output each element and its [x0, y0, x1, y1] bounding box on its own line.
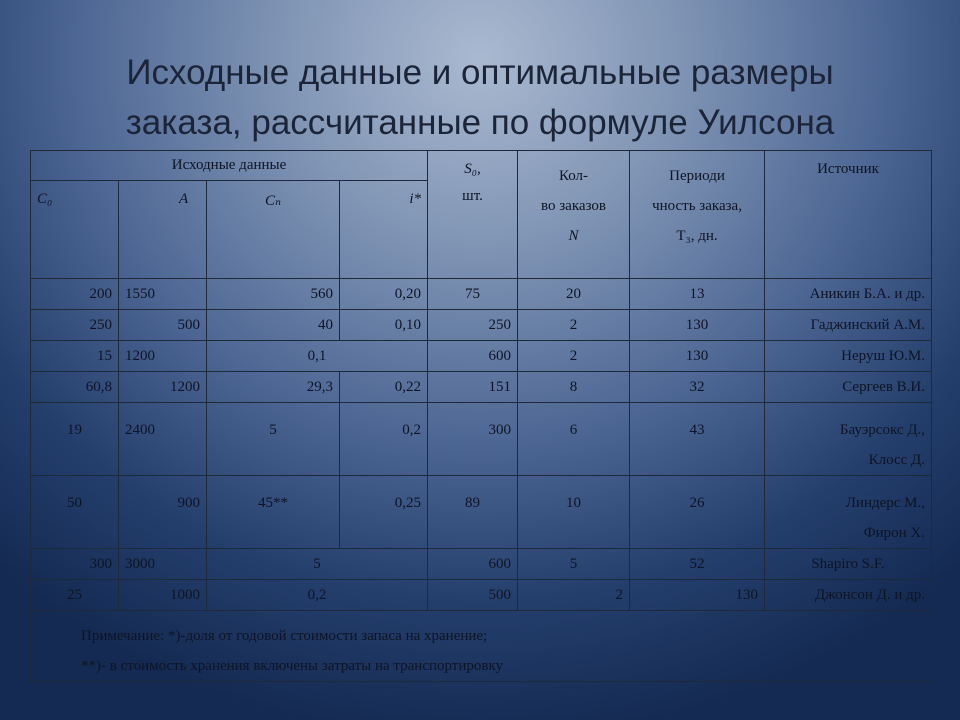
cell-cn: 40	[207, 310, 340, 341]
cell-cn: 560	[207, 279, 340, 310]
header-order-period	[630, 151, 765, 279]
header-order-count-line-1: Кол-	[558, 168, 589, 184]
cell-n: 2	[518, 310, 630, 341]
header-c0: С₀	[31, 181, 119, 279]
cell-cn-i-merged: 0,1	[207, 341, 428, 372]
cell-a: 1200	[119, 372, 207, 403]
header-order-period-line-1: Периоди	[669, 168, 725, 184]
cell-n: 2	[518, 580, 630, 611]
header-a: А	[119, 181, 207, 279]
cell-c0: 200	[31, 279, 119, 310]
cell-cn: 29,3	[207, 372, 340, 403]
note-row	[31, 611, 932, 682]
header-s0	[428, 151, 518, 279]
cell-a: 500	[119, 310, 207, 341]
cell-i: 0,10	[340, 310, 428, 341]
cell-i: 0,2	[340, 403, 428, 476]
cell-t: 130	[630, 341, 765, 372]
header-order-period-line-2: чность заказа,	[652, 198, 742, 214]
cell-a: 1550	[119, 279, 207, 310]
cell-source	[765, 403, 932, 476]
table-row	[31, 549, 932, 580]
header-order-count-symbol: N	[568, 228, 579, 244]
cell-cn-i-merged: 5	[207, 549, 428, 580]
header-cn: Сₙ	[207, 181, 340, 279]
header-order-period-line-3: T₃, дн.	[676, 228, 718, 244]
cell-i: 0,25	[340, 476, 428, 549]
cell-c0: 60,8	[31, 372, 119, 403]
cell-s0: 600	[428, 549, 518, 580]
cell-t: 26	[630, 476, 765, 549]
note-line-2: **)- в стоимость хранения включены затраты на транспортировку	[81, 658, 504, 674]
header-s0-symbol: S₀,	[464, 161, 481, 177]
cell-source-line-2: Фирон Х.	[863, 525, 926, 541]
slide-title-line-2: заказа, рассчитанные по формуле Уилсона	[125, 103, 835, 142]
cell-source: Джонсон Д. и др.	[765, 580, 932, 611]
cell-source-line-1: Линдерс М.,	[845, 495, 926, 511]
table-note	[31, 611, 932, 682]
table-row	[31, 279, 932, 310]
header-initial-data: Исходные данные	[31, 151, 428, 181]
table-row	[31, 341, 932, 372]
header-row-1	[31, 151, 932, 181]
cell-s0: 600	[428, 341, 518, 372]
cell-c0: 300	[31, 549, 119, 580]
header-s0-unit: шт.	[462, 188, 483, 204]
cell-source: Shapiro S.F.	[765, 549, 932, 580]
cell-a: 1000	[119, 580, 207, 611]
cell-n: 5	[518, 549, 630, 580]
slide-title-line-1: Исходные данные и оптимальные размеры	[126, 53, 834, 92]
cell-n: 2	[518, 341, 630, 372]
wilson-data-table	[30, 150, 932, 682]
cell-source-line-2: Клосс Д.	[868, 452, 926, 468]
cell-source: Гаджинский А.М.	[765, 310, 932, 341]
cell-c0: 25	[31, 580, 119, 611]
cell-s0: 75	[428, 279, 518, 310]
header-order-count-line-2: во заказов	[541, 198, 606, 214]
header-source: Источник	[765, 151, 932, 279]
cell-i: 0,22	[340, 372, 428, 403]
cell-c0: 19	[31, 403, 119, 476]
cell-n: 20	[518, 279, 630, 310]
cell-a: 1200	[119, 341, 207, 372]
header-i: i*	[340, 181, 428, 279]
table-row	[31, 403, 932, 476]
cell-source-line-1: Бауэрсокс Д.,	[839, 422, 926, 438]
cell-t: 52	[630, 549, 765, 580]
cell-c0: 250	[31, 310, 119, 341]
cell-n: 6	[518, 403, 630, 476]
cell-t: 32	[630, 372, 765, 403]
cell-s0: 300	[428, 403, 518, 476]
cell-s0: 151	[428, 372, 518, 403]
cell-i: 0,20	[340, 279, 428, 310]
cell-source: Сергеев В.И.	[765, 372, 932, 403]
cell-source	[765, 476, 932, 549]
cell-cn-i-merged: 0,2	[207, 580, 428, 611]
cell-a: 3000	[119, 549, 207, 580]
cell-n: 10	[518, 476, 630, 549]
cell-c0: 50	[31, 476, 119, 549]
cell-a: 900	[119, 476, 207, 549]
cell-cn: 45**	[207, 476, 340, 549]
cell-source: Неруш Ю.М.	[765, 341, 932, 372]
note-line-1: Примечание: *)-доля от годовой стоимости запаса на хранение;	[81, 628, 488, 644]
cell-a: 2400	[119, 403, 207, 476]
cell-s0: 89	[428, 476, 518, 549]
table-row	[31, 580, 932, 611]
table-row	[31, 476, 932, 549]
slide-title	[0, 48, 960, 148]
cell-t: 13	[630, 279, 765, 310]
table-row	[31, 372, 932, 403]
cell-t: 130	[630, 580, 765, 611]
cell-n: 8	[518, 372, 630, 403]
cell-source: Аникин Б.А. и др.	[765, 279, 932, 310]
cell-cn: 5	[207, 403, 340, 476]
cell-t: 130	[630, 310, 765, 341]
cell-c0: 15	[31, 341, 119, 372]
cell-s0: 250	[428, 310, 518, 341]
header-order-count	[518, 151, 630, 279]
cell-t: 43	[630, 403, 765, 476]
table-row	[31, 310, 932, 341]
cell-s0: 500	[428, 580, 518, 611]
